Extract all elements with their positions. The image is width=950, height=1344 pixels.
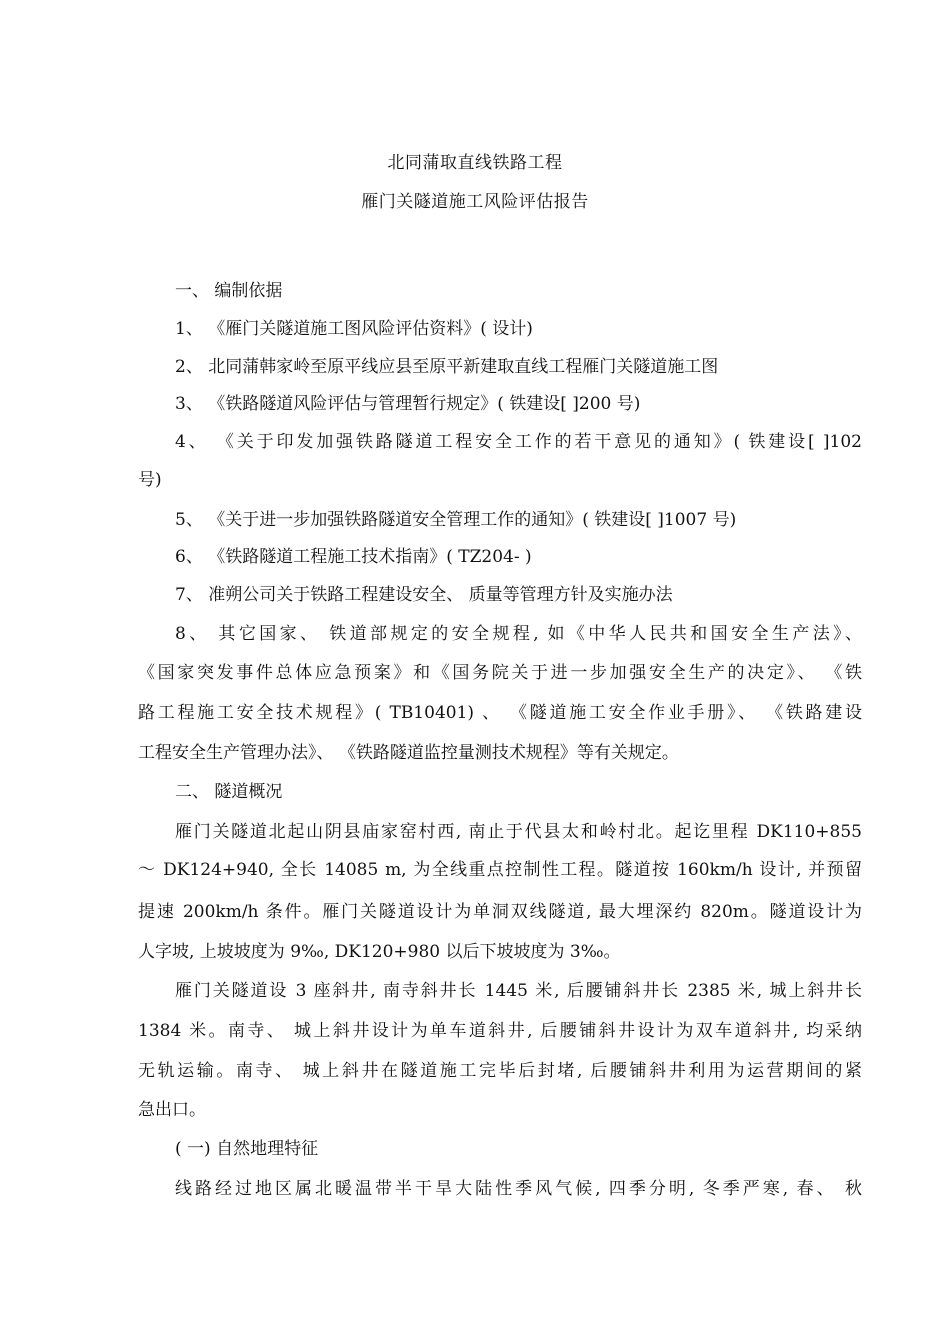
overview-para2-line4: 急出口。 xyxy=(138,1100,206,1120)
document-title: 北同蒲取直线铁路工程 xyxy=(387,153,563,173)
overview-para1-line4: 人字坡, 上坡坡度为 9‰, DK120+980 以后下坡坡度为 3‰。 xyxy=(138,942,621,962)
overview-para2-line1: 雁门关隧道设 3 座斜井, 南寺斜井长 1445 米, 后腰铺斜井长 2385 米, 城上斜井长 xyxy=(175,981,862,1001)
subsection-heading-geography: ( 一) 自然地理特征 xyxy=(175,1139,319,1159)
basis-item-8-cont-1: 《国家突发事件总体应急预案》和《国务院关于进一步加强安全生产的决定》、 《铁 xyxy=(138,663,862,683)
section-heading-overview: 二、 隧道概况 xyxy=(175,782,283,802)
basis-item-7: 7、 准朔公司关于铁路工程建设安全、 质量等管理方针及实施办法 xyxy=(175,585,673,605)
document-subtitle: 雁门关隧道施工风险评估报告 xyxy=(361,192,589,212)
basis-item-8-cont-2: 路工程施工安全技术规程》( TB10401) 、 《隧道施工安全作业手册》、 《铁路建设 xyxy=(138,703,862,723)
basis-item-4: 4、 《关于印发加强铁路隧道工程安全工作的若干意见的通知》( 铁建设[ ]102 xyxy=(175,432,862,452)
basis-item-8-cont-3: 工程安全生产管理办法》、 《铁路隧道监控量测技术规程》等有关规定。 xyxy=(138,743,679,763)
basis-item-6: 6、 《铁路隧道工程施工技术指南》( TZ204- ) xyxy=(175,547,532,567)
overview-para1-line1: 雁门关隧道北起山阴县庙家窑村西, 南止于代县太和岭村北。起讫里程 DK110+855 xyxy=(175,822,862,842)
overview-para2-line2: 1384 米。南寺、 城上斜井设计为单车道斜井, 后腰铺斜井设计为双车道斜井, 均采纳 xyxy=(138,1021,862,1041)
overview-para1-line2: ～ DK124+940, 全长 14085 m, 为全线重点控制性工程。隧道按 160km/h 设计, 并预留 xyxy=(138,860,862,880)
geography-para-line1: 线路经过地区属北暖温带半干旱大陆性季风气候, 四季分明, 冬季严寒, 春、 秋 xyxy=(175,1179,862,1199)
basis-item-4-cont: 号) xyxy=(138,470,162,490)
basis-item-5: 5、 《关于进一步加强铁路隧道安全管理工作的通知》( 铁建设[ ]1007 号) xyxy=(175,510,737,530)
section-heading-basis: 一、 编制依据 xyxy=(175,281,283,301)
overview-para2-line3: 无轨运输。南寺、 城上斜井在隧道施工完毕后封堵, 后腰铺斜井利用为运营期间的紧 xyxy=(138,1061,862,1081)
basis-item-3: 3、 《铁路隧道风险评估与管理暂行规定》( 铁建设[ ]200 号) xyxy=(175,394,641,414)
basis-item-2: 2、 北同蒲韩家岭至原平线应县至原平新建取直线工程雁门关隧道施工图 xyxy=(175,357,719,377)
overview-para1-line3: 提速 200km/h 条件。雁门关隧道设计为单洞双线隧道, 最大埋深约 820m。隧道设计为 xyxy=(138,902,862,922)
basis-item-1: 1、 《雁门关隧道施工图风险评估资料》( 设计) xyxy=(175,319,533,339)
basis-item-8: 8、 其它国家、 铁道部规定的安全规程, 如《中华人民共和国安全生产法》、 xyxy=(175,624,862,644)
